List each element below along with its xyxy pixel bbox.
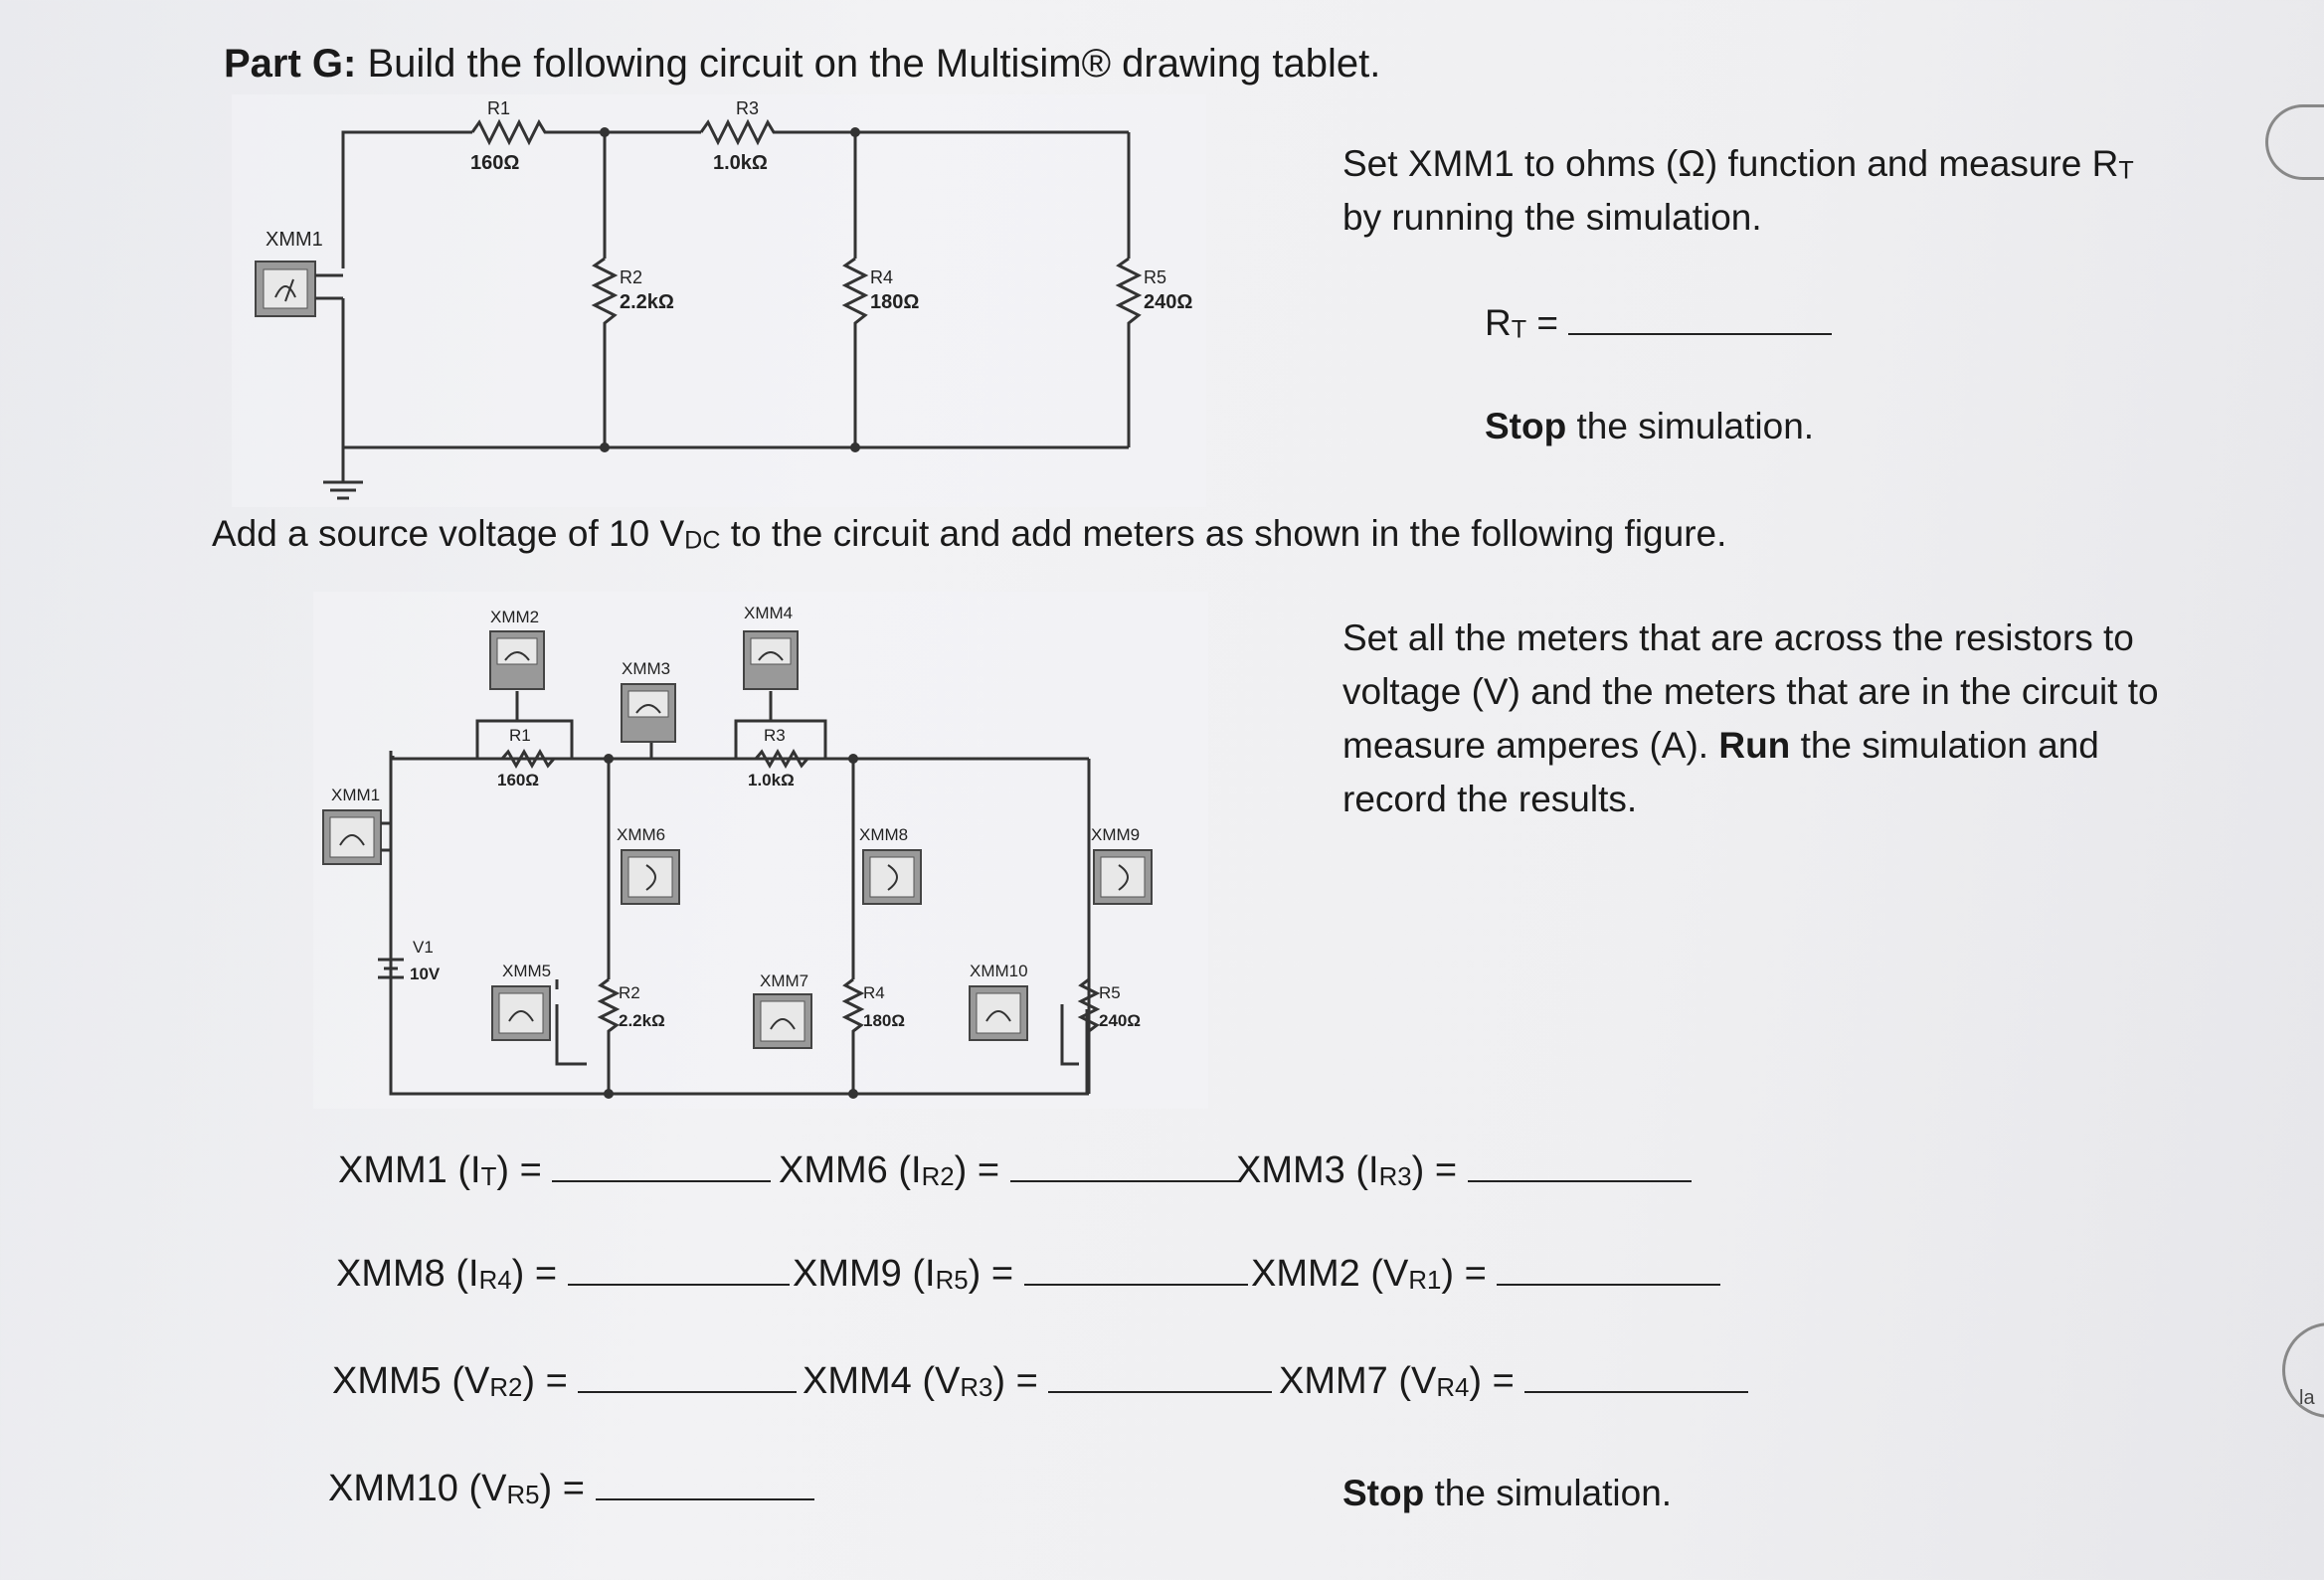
rt-answer: $R_T$ = bbox=[1485, 296, 1832, 357]
result-quantity: I bbox=[468, 1253, 479, 1296]
step1-line2: by running the simulation. bbox=[1342, 197, 1762, 238]
r5-name-2: R5 bbox=[1099, 983, 1121, 1002]
part-title-text: Build the following circuit on the Multisim® drawing tablet. bbox=[367, 42, 1381, 86]
r4-value: 180Ω bbox=[870, 291, 920, 313]
result-blank[interactable] bbox=[596, 1465, 814, 1500]
v1-value: 10V bbox=[410, 965, 441, 983]
xmm9-label: XMM9 bbox=[1091, 825, 1141, 844]
result-blank[interactable] bbox=[1010, 1146, 1239, 1182]
xmm7-label: XMM7 bbox=[760, 971, 809, 990]
part-title bbox=[224, 42, 1380, 87]
xmm8-label: XMM8 bbox=[859, 825, 909, 844]
result-quantity: I bbox=[1368, 1149, 1379, 1192]
result-blank[interactable] bbox=[552, 1146, 771, 1182]
result-xmm1: XMM1 $(I_T)$ = bbox=[338, 1146, 771, 1192]
r4-name-2: R4 bbox=[863, 983, 885, 1002]
result-meter: XMM9 bbox=[793, 1253, 902, 1296]
r5-value: 240Ω bbox=[1144, 291, 1193, 313]
step2-instruction: Add a source voltage of 10 $V_{DC}$ to the circuit and add meters as shown in the following figure. bbox=[212, 513, 1727, 555]
result-blank[interactable] bbox=[1468, 1146, 1692, 1182]
xmm10-label: XMM10 bbox=[970, 962, 1028, 980]
xmm6-meter-icon bbox=[622, 850, 679, 904]
result-quantity: I bbox=[925, 1253, 936, 1296]
xmm1-meter-icon bbox=[323, 810, 391, 864]
result-quantity: V bbox=[1383, 1253, 1409, 1296]
result-xmm5: XMM5 $(V_{R2})$ = bbox=[332, 1357, 797, 1403]
r3-name-2: R3 bbox=[764, 726, 786, 745]
r3-name: R3 bbox=[736, 98, 760, 118]
result-meter: XMM8 bbox=[336, 1253, 446, 1296]
result-subscript: R5 bbox=[506, 1481, 540, 1509]
r2-value-2: 2.2kΩ bbox=[619, 1011, 665, 1030]
r2-name-2: R2 bbox=[619, 983, 640, 1002]
r5-value-2: 240Ω bbox=[1099, 1011, 1141, 1030]
result-xmm2: XMM2 $(V_{R1})$ = bbox=[1251, 1250, 1720, 1296]
binder-ring-top bbox=[2265, 104, 2324, 180]
result-blank[interactable] bbox=[578, 1357, 797, 1393]
result-subscript: R1 bbox=[1408, 1266, 1442, 1295]
xmm9-meter-icon bbox=[1094, 850, 1152, 904]
xmm5-meter-icon bbox=[492, 986, 550, 1040]
result-blank[interactable] bbox=[568, 1250, 790, 1286]
xmm6-label: XMM6 bbox=[617, 825, 666, 844]
edge-fragment: la bbox=[2299, 1387, 2315, 1409]
xmm2-meter-icon bbox=[490, 631, 544, 689]
r1-name-2: R1 bbox=[509, 726, 531, 745]
stop-instruction-1: Stop the simulation. bbox=[1485, 406, 1815, 446]
xmm1-label-2: XMM1 bbox=[331, 786, 381, 804]
result-xmm8: XMM8 $(I_{R4})$ = bbox=[336, 1250, 790, 1296]
r2-name: R2 bbox=[620, 267, 643, 287]
result-meter: XMM1 bbox=[338, 1149, 447, 1192]
result-blank[interactable] bbox=[1048, 1357, 1272, 1393]
result-xmm9: XMM9 $(I_{R5})$ = bbox=[793, 1250, 1248, 1296]
result-xmm3: XMM3 $(I_{R3})$ = bbox=[1236, 1146, 1692, 1192]
result-quantity: V bbox=[1411, 1360, 1437, 1403]
r1-name: R1 bbox=[487, 98, 511, 118]
result-blank[interactable] bbox=[1024, 1250, 1248, 1286]
result-subscript: R3 bbox=[960, 1373, 993, 1402]
circuit-diagram-2 bbox=[313, 592, 1208, 1109]
result-subscript: R3 bbox=[1378, 1162, 1412, 1191]
step1-line1: Set XMM1 to ohms (Ω) function and measure $R_T$ bbox=[1342, 143, 2134, 185]
r5-name: R5 bbox=[1144, 267, 1167, 287]
result-subscript: T bbox=[480, 1162, 497, 1191]
result-meter: XMM4 bbox=[803, 1360, 912, 1403]
result-subscript: R5 bbox=[935, 1266, 969, 1295]
step3-line4: record the results. bbox=[1342, 779, 1638, 819]
xmm2-label: XMM2 bbox=[490, 608, 540, 626]
xmm1-label: XMM1 bbox=[266, 229, 323, 251]
result-meter: XMM3 bbox=[1236, 1149, 1345, 1192]
result-quantity: V bbox=[935, 1360, 961, 1403]
result-meter: XMM10 bbox=[328, 1468, 458, 1510]
stop-instruction-2: Stop the simulation. bbox=[1342, 1473, 1673, 1513]
result-quantity: V bbox=[464, 1360, 490, 1403]
step3-line2: voltage (V) and the meters that are in the circuit to bbox=[1342, 671, 2159, 712]
result-blank[interactable] bbox=[1524, 1357, 1748, 1393]
v1-name: V1 bbox=[413, 938, 434, 957]
result-subscript: R2 bbox=[489, 1373, 523, 1402]
result-meter: XMM7 bbox=[1279, 1360, 1388, 1403]
xmm8-meter-icon bbox=[863, 850, 921, 904]
result-subscript: R4 bbox=[478, 1266, 512, 1295]
r1-value: 160Ω bbox=[470, 152, 520, 174]
result-quantity: I bbox=[911, 1149, 922, 1192]
result-blank[interactable] bbox=[1497, 1250, 1720, 1286]
result-meter: XMM5 bbox=[332, 1360, 442, 1403]
xmm5-label: XMM5 bbox=[502, 962, 552, 980]
step3-line1: Set all the meters that are across the resistors to bbox=[1342, 617, 2134, 658]
xmm3-label: XMM3 bbox=[622, 659, 671, 678]
r4-value-2: 180Ω bbox=[863, 1011, 905, 1030]
circuit-diagram-1 bbox=[224, 85, 1218, 512]
result-xmm6: XMM6 $(I_{R2})$ = bbox=[779, 1146, 1239, 1192]
part-label: Part G: bbox=[224, 42, 357, 86]
rt-answer-blank[interactable] bbox=[1568, 300, 1832, 335]
r3-value: 1.0kΩ bbox=[713, 152, 768, 174]
result-quantity: V bbox=[481, 1468, 507, 1510]
result-meter: XMM2 bbox=[1251, 1253, 1360, 1296]
result-xmm4: XMM4 $(V_{R3})$ = bbox=[803, 1357, 1272, 1403]
xmm7-meter-icon bbox=[754, 994, 811, 1048]
result-xmm7: XMM7 $(V_{R4})$ = bbox=[1279, 1357, 1748, 1403]
r2-value: 2.2kΩ bbox=[620, 291, 674, 313]
result-subscript: R4 bbox=[1436, 1373, 1470, 1402]
result-quantity: I bbox=[470, 1149, 481, 1192]
xmm4-meter-icon bbox=[744, 631, 798, 689]
result-subscript: R2 bbox=[921, 1162, 955, 1191]
r3-value-2: 1.0kΩ bbox=[748, 771, 795, 790]
xmm4-label: XMM4 bbox=[744, 604, 794, 622]
result-xmm10: XMM10 $(V_{R5})$ = bbox=[328, 1465, 814, 1510]
result-meter: XMM6 bbox=[779, 1149, 888, 1192]
r4-name: R4 bbox=[870, 267, 894, 287]
r1-value-2: 160Ω bbox=[497, 771, 539, 790]
step3-line3: measure amperes (A). Run the simulation and bbox=[1342, 725, 2099, 766]
xmm10-meter-icon bbox=[970, 986, 1027, 1040]
xmm3-meter-icon bbox=[622, 684, 675, 742]
